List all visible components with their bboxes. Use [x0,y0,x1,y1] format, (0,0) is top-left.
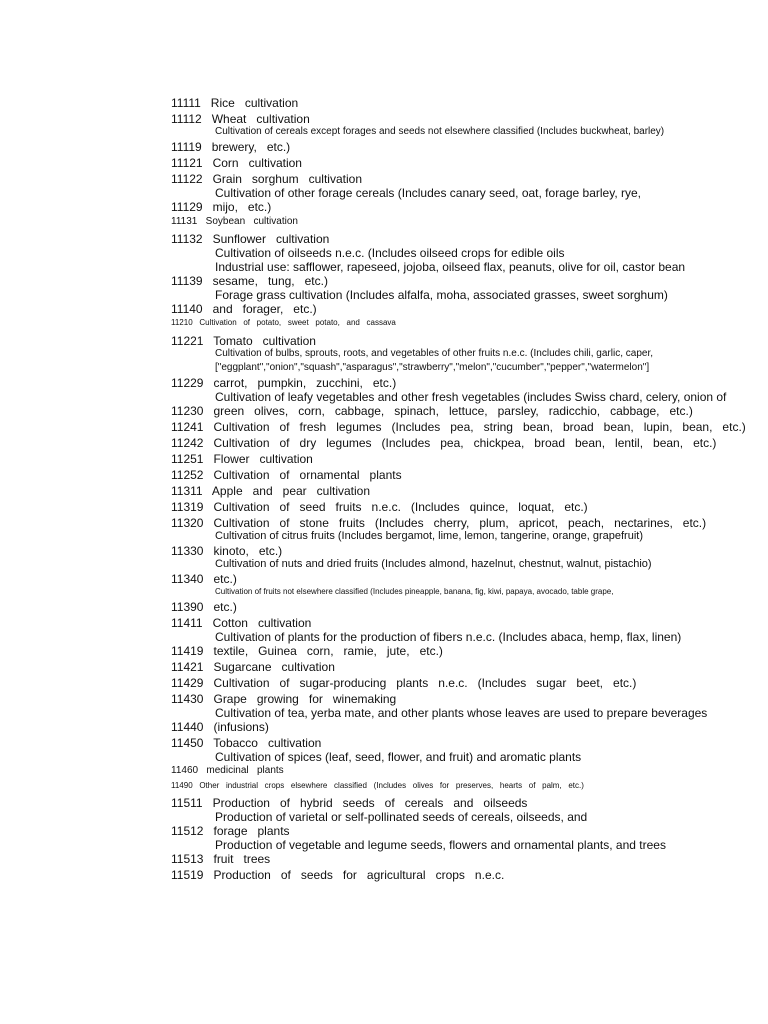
text-line: 11330 kinoto, etc.) [171,544,283,558]
text-line: 11311 Apple and pear cultivation [171,484,371,498]
text-line: 11519 Production of seeds for agricultural crops n.e.c. [171,868,505,882]
text-line: 11230 green olives, corn, cabbage, spinach, lettuce, parsley, radicchio, cabbage, etc.) [171,404,693,418]
text-line: Cultivation of other forage cereals (Includes canary seed, oat, forage barley, rye, [215,186,642,200]
text-line: Industrial use: safflower, rapeseed, jojoba, oilseed flax, peanuts, olive for oil, castor bean [215,260,686,274]
text-line: 11252 Cultivation of ornamental plants [171,468,402,482]
text-line: 11132 Sunflower cultivation [171,232,330,246]
text-line: Cultivation of nuts and dried fruits (Includes almond, hazelnut, chestnut, walnut, pistachio) [215,558,652,570]
text-line: 11119 brewery, etc.) [171,140,291,154]
text-line: Forage grass cultivation (Includes alfalfa, moha, associated grasses, sweet sorghum) [215,288,668,302]
text-line: Cultivation of fruits not elsewhere classified (Includes pineapple, banana, fig, kiwi, papaya, avocado, table grape, [215,587,614,596]
text-line: 11450 Tobacco cultivation [171,736,322,750]
text-line: 11512 forage plants [171,824,290,838]
text-line: 11513 fruit trees [171,852,271,866]
text-line: ["eggplant","onion","squash","asparagus","strawberry","melon","cucumber","pepper","watermelon"] [215,362,650,373]
text-line: Production of vegetable and legume seeds, flowers and ornamental plants, and trees [215,838,666,852]
text-line: Cultivation of bulbs, sprouts, roots, and vegetables of other fruits n.e.c. (Includes chili, garlic, caper, [215,348,654,359]
text-line: 11320 Cultivation of stone fruits (Includes cherry, plum, apricot, peach, nectarines, etc.) [171,516,707,530]
text-line: 11221 Tomato cultivation [171,334,316,348]
text-line: Production of varietal or self-pollinated seeds of cereals, oilseeds, and [215,810,588,824]
text-line: 11319 Cultivation of seed fruits n.e.c. (Includes quince, loquat, etc.) [171,500,588,514]
text-line: 11241 Cultivation of fresh legumes (Includes pea, string bean, broad bean, lupin, bean, etc.) [171,420,746,434]
text-line: 11340 etc.) [171,572,237,586]
text-line: 11210 Cultivation of potato, sweet potato, and cassava [171,318,396,327]
text-line: Cultivation of cereals except forages and seeds not elsewhere classified (Includes buckwheat, barley) [215,126,665,137]
text-line: 11112 Wheat cultivation [171,112,310,126]
text-line: 11429 Cultivation of sugar-producing plants n.e.c. (Includes sugar beet, etc.) [171,676,637,690]
text-line: Cultivation of plants for the production of fibers n.e.c. (Includes abaca, hemp, flax, linen) [215,630,682,644]
text-line: 11421 Sugarcane cultivation [171,660,335,674]
text-line: 11131 Soybean cultivation [171,216,298,227]
text-line: 11430 Grape growing for winemaking [171,692,397,706]
text-line: 11129 mijo, etc.) [171,200,272,214]
text-line: Cultivation of tea, yerba mate, and other plants whose leaves are used to prepare beverages [215,706,708,720]
text-line: Cultivation of oilseeds n.e.c. (Includes oilseed crops for edible oils [215,246,565,260]
text-line: Cultivation of spices (leaf, seed, flower, and fruit) and aromatic plants [215,750,582,764]
text-line: 11419 textile, Guinea corn, ramie, jute, etc.) [171,644,443,658]
text-line: 11139 sesame, tung, etc.) [171,274,328,288]
text-line: Cultivation of leafy vegetables and other fresh vegetables (includes Swiss chard, celery, onion of [215,390,727,404]
text-line: 11440 (infusions) [171,720,269,734]
text-line: 11121 Corn cultivation [171,156,302,170]
text-line: 11390 etc.) [171,600,237,614]
text-line: 11242 Cultivation of dry legumes (Includes pea, chickpea, broad bean, lentil, bean, etc.) [171,436,717,450]
text-line: 11511 Production of hybrid seeds of cereals and oilseeds [171,796,528,810]
text-line: 11122 Grain sorghum cultivation [171,172,362,186]
text-line: 11140 and forager, etc.) [171,302,317,316]
text-line: 11111 Rice cultivation [171,96,299,110]
text-line: 11490 Other industrial crops elsewhere classified (Includes olives for preserves, hearts of palm, etc.) [171,781,584,790]
text-line: 11251 Flower cultivation [171,452,313,466]
text-line: 11229 carrot, pumpkin, zucchini, etc.) [171,376,397,390]
text-line: Cultivation of citrus fruits (Includes bergamot, lime, lemon, tangerine, orange, grapefruit) [215,530,643,542]
text-line: 11460 medicinal plants [171,765,284,776]
text-line: 11411 Cotton cultivation [171,616,312,630]
